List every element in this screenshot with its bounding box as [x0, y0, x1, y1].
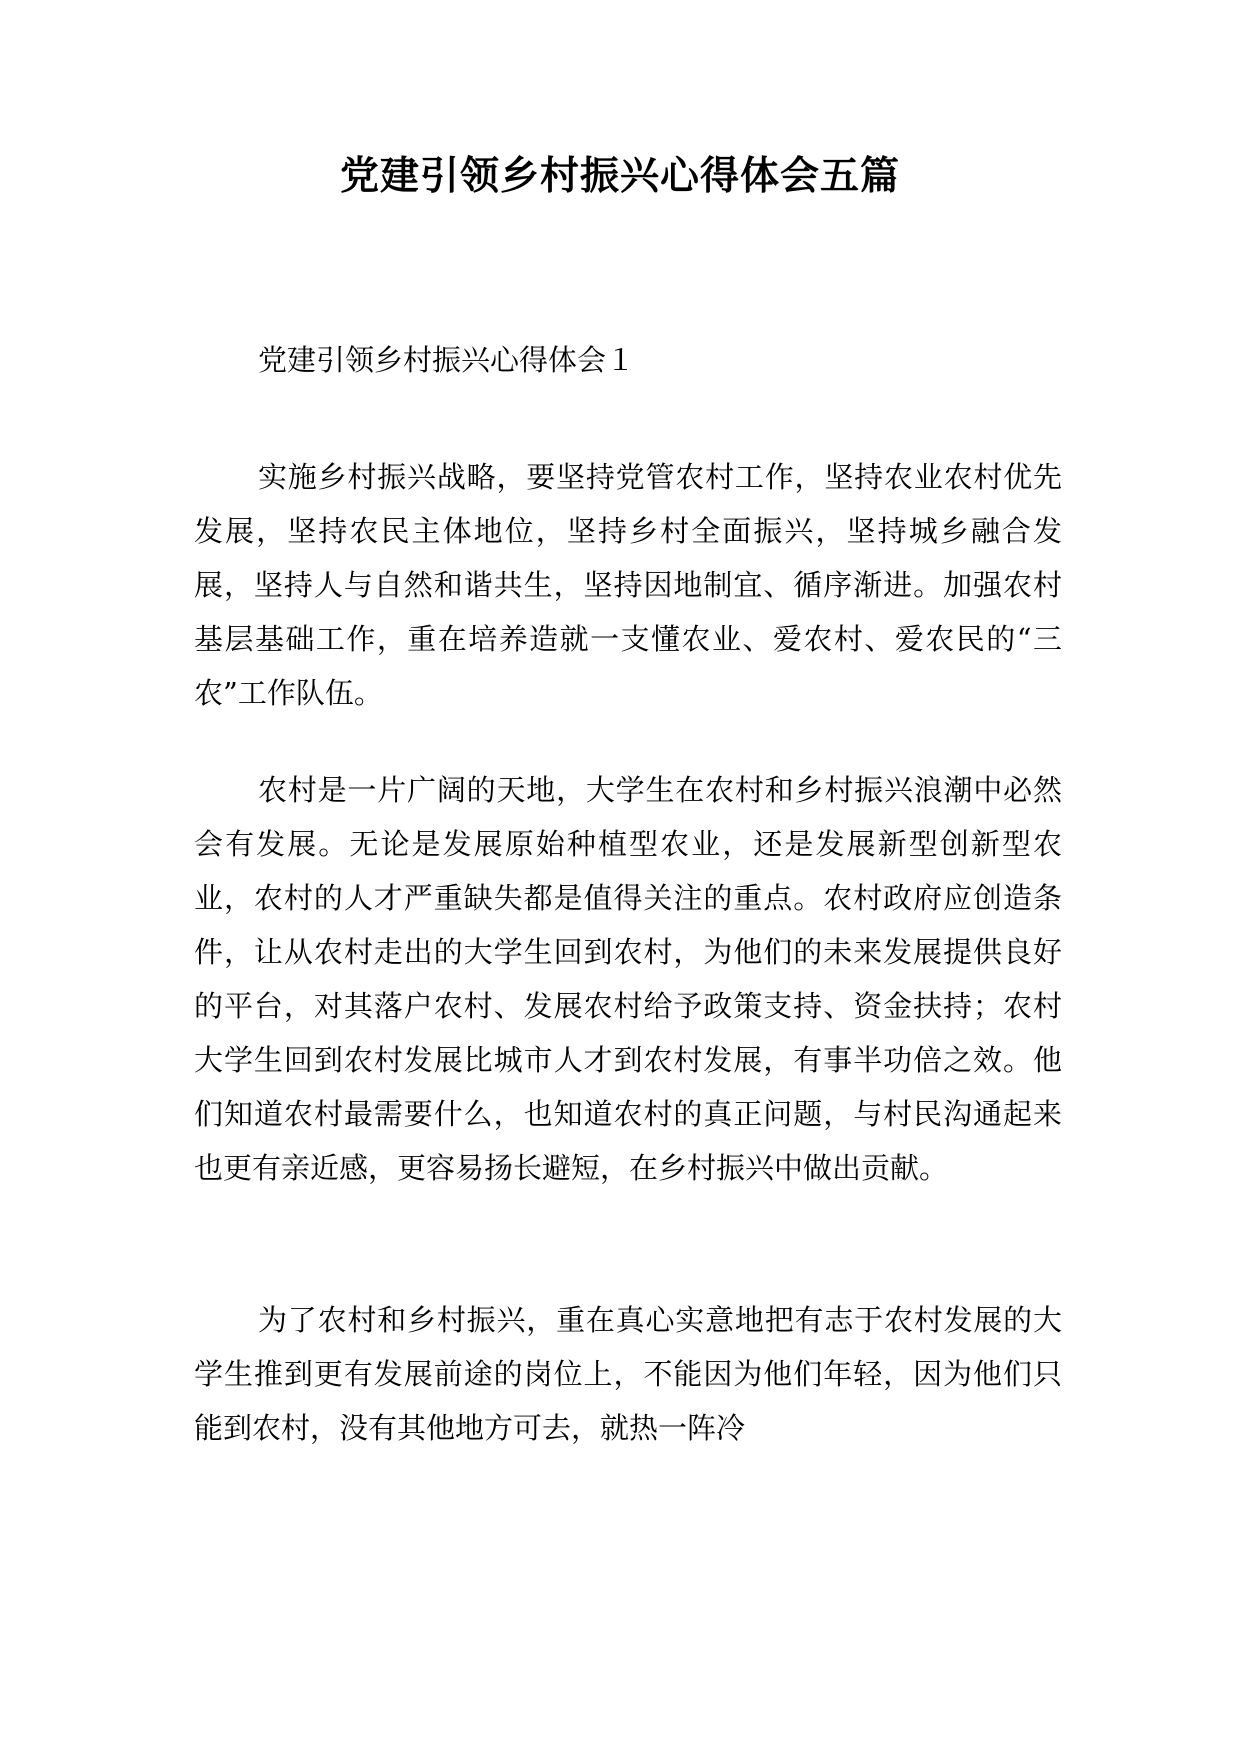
body-paragraph-2: 农村是一片广阔的天地，大学生在农村和乡村振兴浪潮中必然会有发展。无论是发展原始种植型农业，还是发展新型创新型农业，农村的人才严重缺失都是值得关注的重点。农村政府应创造条件，让从农村走出的大学生回到农村，为他们的未来发展提供良好的平台，对其落户农村、发展农村给予政策支持、资金扶持；农村大学生回到农村发展比城市人才到农村发展，有事半功倍之效。他们知道农村最需要什么，也知道农村的真正问题，与村民沟通起来也更有亲近感，更容易扬长避短，在乡村振兴中做出贡献。	[194, 773, 1062, 1185]
body-paragraph-1: 实施乡村振兴战略，要坚持党管农村工作，坚持农业农村优先发展，坚持农民主体地位，坚持乡村全面振兴，坚持城乡融合发展，坚持人与自然和谐共生，坚持因地制宜、循序渐进。加强农村基层基础工作，重在培养造就一支懂农业、爱农村、爱农民的“三农”工作队伍。	[194, 460, 1062, 710]
section-heading: 党建引领乡村振兴心得体会１	[258, 343, 636, 377]
body-paragraph-3: 为了农村和乡村振兴，重在真心实意地把有志于农村发展的大学生推到更有发展前途的岗位上，不能因为他们年轻，因为他们只能到农村，没有其他地方可去，就热一阵冷	[194, 1303, 1062, 1445]
document-title: 党建引领乡村振兴心得体会五篇	[339, 154, 900, 199]
